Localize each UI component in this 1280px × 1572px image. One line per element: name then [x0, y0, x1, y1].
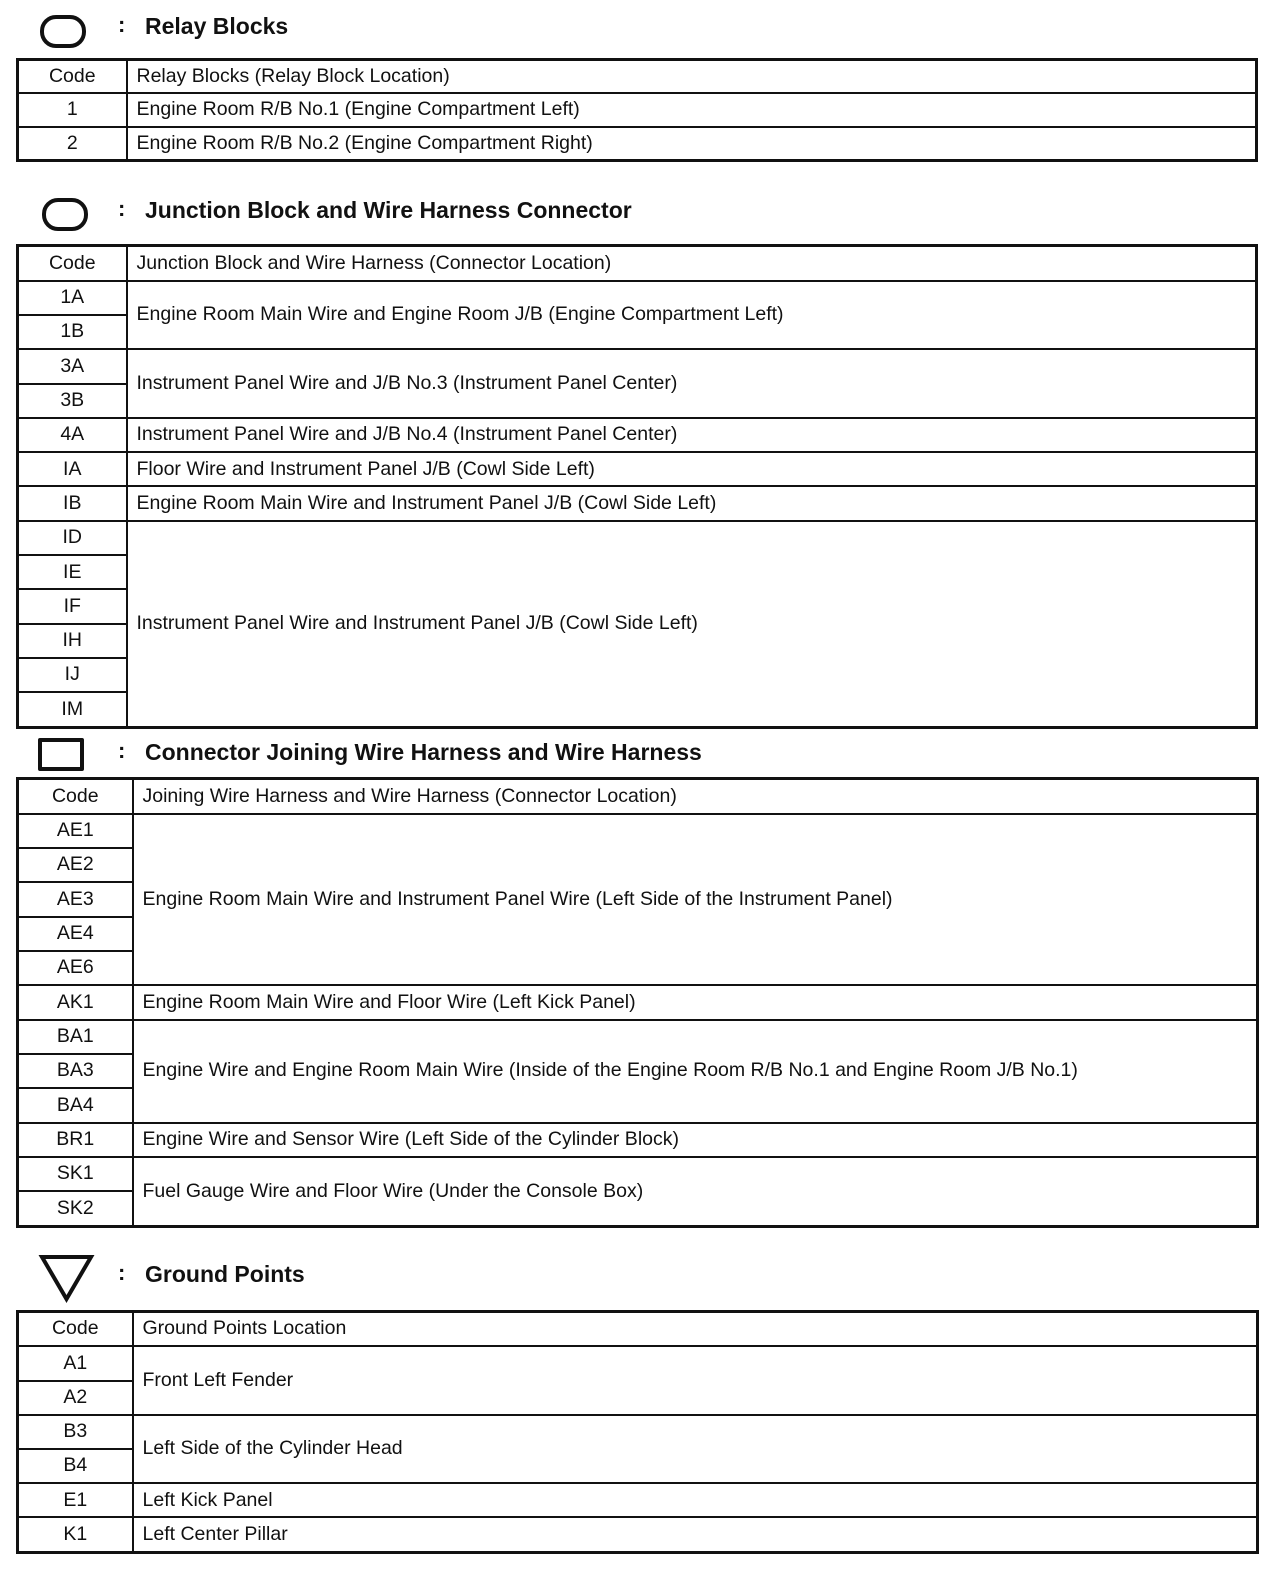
relay-blocks-table [16, 58, 1258, 162]
code-cell: SK2 [18, 1191, 133, 1226]
code-cell: AE4 [18, 917, 133, 951]
code-cell: IH [18, 624, 127, 658]
location-cell: Left Kick Panel [133, 1483, 1258, 1517]
code-cell: AE6 [18, 951, 133, 985]
location-header: Junction Block and Wire Harness (Connector Location) [127, 246, 1257, 281]
table-header-row [18, 60, 1257, 94]
code-cell: A1 [18, 1346, 133, 1380]
location-cell: Engine Wire and Sensor Wire (Left Side of the Cylinder Block) [133, 1123, 1258, 1157]
code-cell: SK1 [18, 1157, 133, 1191]
code-cell: E1 [18, 1483, 133, 1517]
joining-connector-title: Connector Joining Wire Harness and Wire Harness [145, 739, 702, 765]
location-header: Relay Blocks (Relay Block Location) [127, 60, 1257, 94]
ground-points-heading-row [0, 1252, 1280, 1296]
table-row [18, 349, 1257, 383]
code-cell: AK1 [18, 985, 133, 1019]
joining-connector-colon: : [118, 738, 126, 763]
code-cell: IA [18, 452, 127, 486]
location-cell: Front Left Fender [133, 1346, 1258, 1414]
ground-points-table [16, 1310, 1259, 1554]
junction-block-table [16, 244, 1258, 729]
code-cell: BA1 [18, 1020, 133, 1054]
table-header-row [18, 246, 1257, 281]
table-row [18, 452, 1257, 486]
table-row [18, 1346, 1258, 1380]
ground-points-title: Ground Points [145, 1261, 305, 1287]
location-cell: Left Side of the Cylinder Head [133, 1415, 1258, 1483]
location-cell: Instrument Panel Wire and J/B No.4 (Instrument Panel Center) [127, 418, 1257, 452]
table-row [18, 1415, 1258, 1449]
location-cell: Engine Room R/B No.2 (Engine Compartment Right) [127, 127, 1257, 161]
table-row [18, 1517, 1258, 1552]
table-header-row [18, 779, 1258, 814]
table-row [18, 127, 1257, 161]
location-cell: Engine Wire and Engine Room Main Wire (Inside of the Engine Room R/B No.1 and Engine Room J/B No.1) [133, 1020, 1258, 1123]
table-row [18, 486, 1257, 520]
connector-symbol-icon [38, 738, 84, 771]
relay-blocks-colon: : [118, 12, 126, 37]
code-cell: B4 [18, 1449, 133, 1483]
location-cell: Engine Room Main Wire and Floor Wire (Left Kick Panel) [133, 985, 1258, 1019]
location-cell: Instrument Panel Wire and Instrument Panel J/B (Cowl Side Left) [127, 521, 1257, 728]
location-cell: Engine Room Main Wire and Instrument Panel Wire (Left Side of the Instrument Panel) [133, 814, 1258, 986]
relay-block-symbol-icon [40, 15, 86, 48]
code-cell: 1A [18, 281, 127, 315]
location-cell: Instrument Panel Wire and J/B No.3 (Instrument Panel Center) [127, 349, 1257, 418]
location-cell: Engine Room Main Wire and Engine Room J/B (Engine Compartment Left) [127, 281, 1257, 350]
table-row [18, 1123, 1258, 1157]
code-cell: 2 [18, 127, 127, 161]
junction-block-heading-row [0, 188, 1280, 232]
junction-block-colon: : [118, 196, 126, 221]
table-header-row [18, 1312, 1258, 1347]
code-cell: BA4 [18, 1088, 133, 1122]
code-cell: AE3 [18, 882, 133, 916]
code-cell: IE [18, 555, 127, 589]
location-cell: Left Center Pillar [133, 1517, 1258, 1552]
junction-block-symbol-icon [42, 198, 88, 231]
code-cell: IJ [18, 658, 127, 692]
code-header: Code [18, 246, 127, 281]
code-cell: IB [18, 486, 127, 520]
code-cell: IF [18, 589, 127, 623]
code-cell: 3A [18, 349, 127, 383]
code-header: Code [18, 60, 127, 94]
table-row [18, 1020, 1258, 1054]
location-cell: Engine Room Main Wire and Instrument Panel J/B (Cowl Side Left) [127, 486, 1257, 520]
location-cell: Floor Wire and Instrument Panel J/B (Cowl Side Left) [127, 452, 1257, 486]
code-cell: AE2 [18, 848, 133, 882]
code-cell: 1 [18, 93, 127, 126]
code-cell: B3 [18, 1415, 133, 1449]
table-row [18, 814, 1258, 848]
table-row [18, 985, 1258, 1019]
relay-blocks-title: Relay Blocks [145, 13, 289, 39]
location-header: Ground Points Location [133, 1312, 1258, 1347]
location-cell: Fuel Gauge Wire and Floor Wire (Under the Console Box) [133, 1157, 1258, 1227]
location-header: Joining Wire Harness and Wire Harness (Connector Location) [133, 779, 1258, 814]
joining-connector-heading-row [0, 730, 1280, 774]
code-cell: 1B [18, 315, 127, 349]
code-cell: AE1 [18, 814, 133, 848]
code-header: Code [18, 1312, 133, 1347]
joining-connector-table [16, 777, 1259, 1228]
ground-point-triangle-icon [38, 1252, 96, 1304]
code-cell: ID [18, 521, 127, 555]
table-row [18, 521, 1257, 555]
table-row [18, 1157, 1258, 1191]
code-cell: K1 [18, 1517, 133, 1552]
table-row [18, 281, 1257, 315]
ground-points-colon: : [118, 1260, 126, 1285]
code-cell: 3B [18, 384, 127, 418]
table-row [18, 93, 1257, 126]
code-cell: BR1 [18, 1123, 133, 1157]
table-row [18, 418, 1257, 452]
code-cell: 4A [18, 418, 127, 452]
code-cell: BA3 [18, 1054, 133, 1088]
relay-blocks-heading-row [0, 4, 1280, 48]
code-cell: IM [18, 692, 127, 727]
code-header: Code [18, 779, 133, 814]
code-cell: A2 [18, 1381, 133, 1415]
location-cell: Engine Room R/B No.1 (Engine Compartment Left) [127, 93, 1257, 126]
junction-block-title: Junction Block and Wire Harness Connector [145, 197, 632, 223]
table-row [18, 1483, 1258, 1517]
